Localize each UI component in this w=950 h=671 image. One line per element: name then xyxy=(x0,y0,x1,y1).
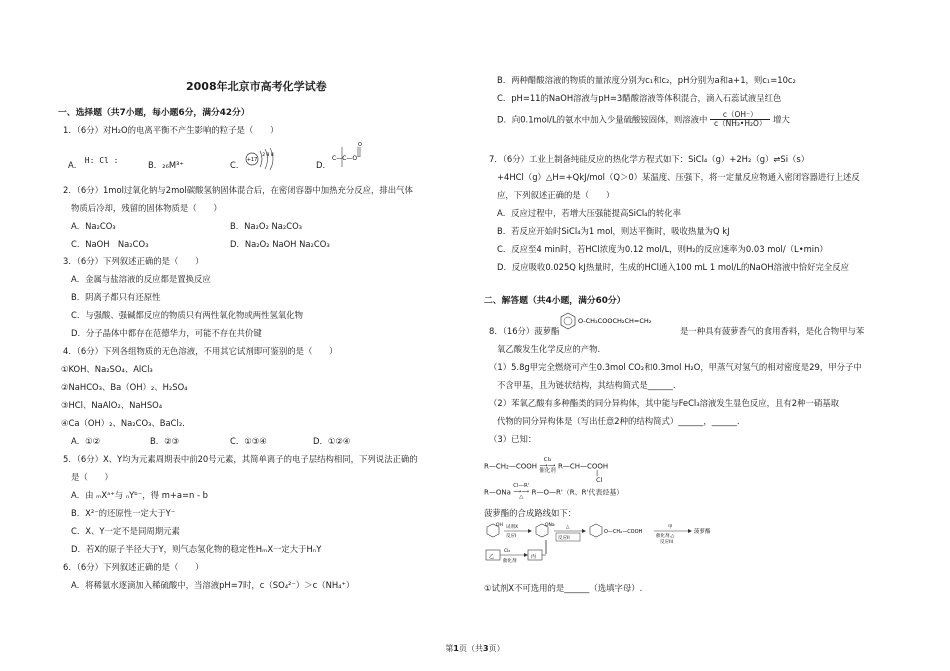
exam-title: 2008年北京市高考化学试卷 xyxy=(186,80,327,93)
q8-part1-cont: 不含甲基，且为链状结构，其结构简式是______. xyxy=(497,380,676,390)
section-answer-heading: 二、解答题（共4小题，满分60分） xyxy=(484,296,626,306)
q4-option-d: D．①②④ xyxy=(313,436,351,446)
q1-option-a: A． H: Cl : xyxy=(68,156,119,170)
q7-stem: 7．（6分）工业上制备纯硅反应的热化学方程式如下：SiCl₄（g）+2H₂（g）⇌Si（s） xyxy=(489,154,810,164)
q5-option-b: B．X²⁻的还原性一定大于Y⁻ xyxy=(71,508,176,518)
q8-lead-tail: 是一种具有菠萝香气的食用香料，是化合物甲与苯 xyxy=(680,326,865,336)
q2-option-a: A．Na₂CO₃ xyxy=(71,221,116,231)
q1-option-b: B．₂₆M³⁺ xyxy=(148,160,184,170)
q8-part1: （1）5.8g甲完全燃烧可产生0.3mol CO₂和0.3mol H₂O，甲蒸气对氢气的相对密度是29，甲分子中 xyxy=(489,362,862,372)
q8-question-1: ①试剂X不可选用的是______（选填字母）. xyxy=(484,583,643,593)
q3-stem: 3．（6分）下列叙述正确的是（ ） xyxy=(63,256,204,266)
svg-text:OH: OH xyxy=(496,523,503,528)
route-catalyst: 催化剂 xyxy=(503,559,517,564)
q2-stem: 2．（6分）1mol过氧化钠与2mol碳酸氢钠固体混合后，在密闭容器中加热充分反应，排出气体 xyxy=(63,185,413,195)
route-reaction-2: 反应II xyxy=(558,536,570,541)
q8-lead: 8．（16分）菠萝酯 xyxy=(489,326,560,336)
q8-pineapple-ester-structure xyxy=(559,310,679,332)
q6-option-d: D．向0.1mol/L的氨水中加入少量硫酸铵固体，则溶液中 $\frac{c(OH^-)}{\text{c（NH₃•H₂O）}}$ 增大 xyxy=(497,110,790,129)
q4-group-4: ④Ca（OH）₂、Na₂CO₃、BaCl₂. xyxy=(61,418,185,428)
q4-group-1: ①KOH、Na₂SO₄、AlCl₃ xyxy=(61,364,153,374)
route-heat: △ xyxy=(566,525,570,530)
q8-lead-cont: 氧乙酸发生化学反应的产物. xyxy=(497,344,601,354)
q4-group-2: ②NaHCO₃、Ba（OH）₂、H₂SO₄ xyxy=(61,382,188,392)
q7-option-b: B．若反应开始时SiCl₄为1 mol，则达平衡时，吸收热量为Q kJ xyxy=(497,226,730,236)
q8-ester-formula: O-CH₂COOCH₂CH=CH₂ xyxy=(578,317,652,325)
q8-reaction-1-cl: | Cl xyxy=(596,469,603,484)
q1-nucleus-label: +17 xyxy=(246,157,258,163)
q1-shell-electrons: 2 8 8 xyxy=(262,153,274,158)
q2-option-c: C．NaOH Na₂CO₃ xyxy=(71,239,149,249)
route-compound-yi: 乙 xyxy=(489,554,495,560)
q1-structural-formula xyxy=(328,139,392,171)
route-reaction-3: 反应III xyxy=(660,540,673,545)
q3-option-c: C．与强酸、强碱都反应的物质只有两性氧化物或两性氢氧化物 xyxy=(71,310,303,320)
route-reaction-1: 反应I xyxy=(506,534,517,539)
q5-option-a: A．由 ₘXᵃ⁺与 ₙYᵇ⁻，得 m+a=n - b xyxy=(71,490,209,500)
q4-stem: 4．（6分）下列各组物质的无色溶液，不用其它试剂即可鉴别的是（ ） xyxy=(63,346,338,356)
q7-stem-cont-2: 应，下列叙述正确的是（ ） xyxy=(497,190,615,200)
q4-option-c: C．①③④ xyxy=(230,436,267,446)
q5-option-c: C．X、Y一定不是同周期元素 xyxy=(71,526,180,536)
route-catalyst-heat: 催化剂,△ xyxy=(656,534,675,539)
section-choice-heading: 一、选择题（共7小题，每小题6分，满分42分） xyxy=(58,108,250,118)
q4-option-b: B．②③ xyxy=(150,436,180,446)
q4-option-a: A．①② xyxy=(71,436,101,446)
q6-concentration-fraction: $\frac{c(OH^-)}{\text{c（NH₃•H₂O）}}$ xyxy=(710,111,770,129)
q6-stem: 6．（6分）下列叙述正确的是（ ） xyxy=(63,562,204,572)
q1-option-d: D． xyxy=(316,160,331,170)
q7-option-a: A．反应过程中，若增大压强能提高SiCl₄的转化率 xyxy=(497,208,682,218)
route-reagent-x: 试剂X xyxy=(506,525,519,530)
route-cl2: Cl₂ xyxy=(504,549,511,554)
q1-electron-formula: H: Cl : xyxy=(84,156,119,165)
q1-d-formula: C—C—O⁻ xyxy=(332,155,361,162)
q5-stem-cont: 是（ ） xyxy=(71,472,113,482)
q6-option-a: A．将稀氨水逐滴加入稀硫酸中，当溶液pH=7时，c（SO₄²⁻）＞c（NH₄⁺） xyxy=(71,580,355,590)
q8-route-label: 菠萝酯的合成路线如下： xyxy=(484,508,577,518)
q3-option-d: D．分子晶体中都存在范德华力，可能不存在共价键 xyxy=(71,328,262,338)
route-phenoxyacetic-acid: O—CH₂—COOH xyxy=(604,529,643,535)
q1-atom-structure-diagram xyxy=(244,146,280,172)
route-compound-jia: 甲 xyxy=(668,525,673,530)
q5-option-d: D．若X的原子半径大于Y，则气态氢化物的稳定性HₘX一定大于HₙY xyxy=(71,544,322,554)
q8-part2-cont: 代物的同分异构体是（写出任意2种的结构简式）______，______. xyxy=(497,416,740,426)
total-page-count: 3 xyxy=(483,644,489,653)
route-product: 菠萝酯 xyxy=(694,529,711,535)
q2-option-d: D．Na₂O₂ NaOH Na₂CO₃ xyxy=(230,239,330,249)
q7-stem-cont: +4HCl（g）△H=+QkJ/mol（Q＞0）某温度、压强下，将一定量反应物通入密闭容器进行上述反 xyxy=(497,172,860,182)
q3-option-a: A．金属与盐溶液的反应都是置换反应 xyxy=(71,274,211,284)
q8-part2: （2）苯氧乙酸有多种酯类的同分异构体，其中能与FeCl₃溶液发生显色反应，且有2种一硝基取 xyxy=(489,398,839,408)
q8-reaction-2: R—ONa Cl—R' ⟶⟶ △ R—O—R'（R、R'代表烃基） xyxy=(484,483,624,500)
q2-option-b: B．Na₂O₂ Na₂CO₃ xyxy=(230,221,303,231)
q7-option-c: C．反应至4 min时，若HCl浓度为0.12 mol/L，则H₂的反应速率为0.03 mol/（L•min） xyxy=(497,244,828,254)
q6-option-c: C．pH=11的NaOH溶液与pH=3醋酸溶液等体积混合，滴入石蕊试液呈红色 xyxy=(497,93,782,103)
q8-synthesis-route-diagram xyxy=(484,520,734,572)
q1-stem: 1．（6分）对H₂O的电离平衡不产生影响的粒子是（ ） xyxy=(63,125,279,135)
q7-option-d: D．反应吸收0.025Q kJ热量时，生成的HCl通入100 mL 1 mol/L的NaOH溶液中恰好完全反应 xyxy=(497,262,849,272)
q8-reaction-1: R—CH₂—COOH Cl₂ ⟶⟶ 催化剂 R—CH—COOH xyxy=(484,457,609,474)
route-ona: ONa xyxy=(545,523,555,528)
q2-stem-cont: 物质后冷却，残留的固体物质是（ ） xyxy=(71,203,222,213)
q1-option-c: C． xyxy=(230,160,245,170)
page-footer: 第1页（共3页） xyxy=(445,644,505,653)
q3-option-b: B．阴离子都只有还原性 xyxy=(71,292,161,302)
current-page-number: 1 xyxy=(453,644,459,653)
q5-stem: 5．（6分）X、Y均为元素周期表中前20号元素，其简单离子的电子层结构相同，下列说法正确的 xyxy=(63,454,418,464)
q6-option-b: B．两种醋酸溶液的物质的量浓度分别为c₁和c₂，pH分别为a和a+1，则c₁=10c₂ xyxy=(497,75,796,85)
q8-part3: （3）已知： xyxy=(489,434,537,444)
route-compound-bing: 丙 xyxy=(531,554,537,560)
q4-group-3: ③HCl、NaAlO₂、NaHSO₄ xyxy=(61,400,163,410)
svg-text:O: O xyxy=(358,142,362,148)
